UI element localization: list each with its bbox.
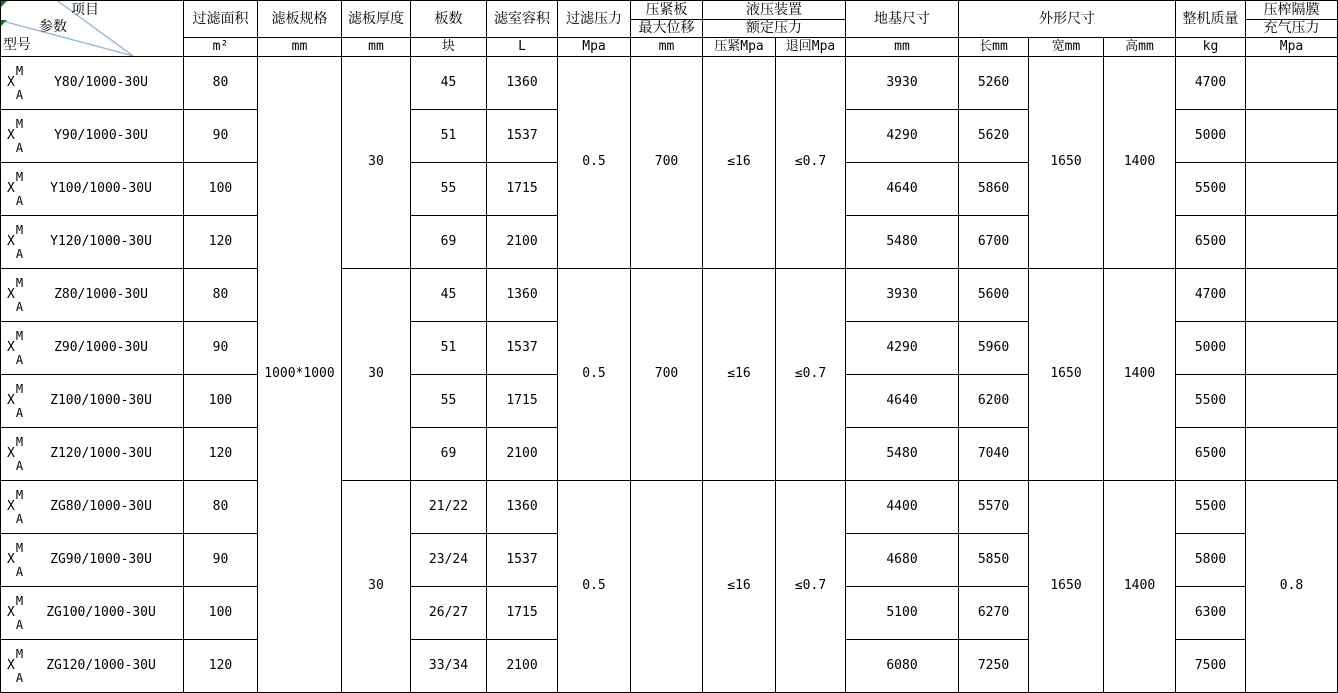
header-plate-thickness: 滤板厚度 bbox=[342, 1, 411, 38]
cell-plate-thickness: 30 bbox=[342, 269, 411, 481]
cell-chamber-volume: 1360 bbox=[487, 57, 558, 110]
cell-plate-count: 51 bbox=[411, 110, 487, 163]
model-prefix: X M A bbox=[7, 276, 24, 314]
cell-plate-count: 26/27 bbox=[411, 587, 487, 640]
table-row bbox=[1, 481, 1338, 534]
model-prefix: X M A bbox=[7, 541, 24, 579]
cell-chamber-volume: 1715 bbox=[487, 163, 558, 216]
cell-plate-count: 21/22 bbox=[411, 481, 487, 534]
cell-filter-area: 100 bbox=[184, 163, 258, 216]
cell-plate-count: 55 bbox=[411, 163, 487, 216]
corner-label-item: 项目 bbox=[71, 2, 99, 18]
unit-plate-count: 块 bbox=[411, 38, 487, 57]
cell-filter-area: 120 bbox=[184, 428, 258, 481]
cell-return-pressure: ≤0.7 bbox=[776, 481, 846, 693]
cell-weight: 6500 bbox=[1176, 428, 1246, 481]
cell-return-pressure: ≤0.7 bbox=[776, 269, 846, 481]
cell-filter-area: 120 bbox=[184, 216, 258, 269]
cell-weight: 5500 bbox=[1176, 375, 1246, 428]
cell-weight: 5000 bbox=[1176, 322, 1246, 375]
cell-plate-count: 45 bbox=[411, 57, 487, 110]
unit-dimensions-length: 长mm bbox=[959, 38, 1029, 57]
cell-foundation: 4640 bbox=[846, 375, 959, 428]
model-number: Z90/1000-30U bbox=[54, 339, 148, 355]
cell-squeeze-pressure bbox=[1246, 57, 1338, 110]
cell-model bbox=[1, 163, 184, 216]
cell-height: 1400 bbox=[1104, 481, 1176, 693]
header-chamber-volume: 滤室容积 bbox=[487, 1, 558, 38]
unit-chamber-volume: L bbox=[487, 38, 558, 57]
cell-width: 1650 bbox=[1029, 269, 1104, 481]
model-number: Z120/1000-30U bbox=[50, 445, 152, 461]
model-number: ZG80/1000-30U bbox=[50, 498, 152, 514]
header-machine-weight: 整机质量 bbox=[1176, 1, 1246, 38]
model-number: ZG100/1000-30U bbox=[46, 604, 156, 620]
model-number: Y100/1000-30U bbox=[50, 180, 152, 196]
header-filter-pressure: 过滤压力 bbox=[558, 1, 631, 38]
cell-filter-area: 90 bbox=[184, 322, 258, 375]
cell-max-displacement: 700 bbox=[631, 269, 703, 481]
cell-foundation: 3930 bbox=[846, 57, 959, 110]
unit-hydraulic-clamp: 压紧Mpa bbox=[703, 38, 776, 57]
cell-foundation: 4640 bbox=[846, 163, 959, 216]
cell-filter-pressure: 0.5 bbox=[558, 269, 631, 481]
cell-clamp-pressure: ≤16 bbox=[703, 481, 776, 693]
cell-model bbox=[1, 481, 184, 534]
unit-dimensions-height: 高mm bbox=[1104, 38, 1176, 57]
model-prefix: X M A bbox=[7, 223, 24, 261]
cell-filter-area: 100 bbox=[184, 375, 258, 428]
cell-length: 5620 bbox=[959, 110, 1029, 163]
cell-filter-area: 100 bbox=[184, 587, 258, 640]
cell-return-pressure: ≤0.7 bbox=[776, 57, 846, 269]
unit-dimensions-width: 宽mm bbox=[1029, 38, 1104, 57]
model-prefix: X M A bbox=[7, 488, 24, 526]
header-plate-count: 板数 bbox=[411, 1, 487, 38]
cell-length: 5860 bbox=[959, 163, 1029, 216]
table-row bbox=[1, 57, 1338, 110]
cell-model bbox=[1, 587, 184, 640]
cell-plate-count: 23/24 bbox=[411, 534, 487, 587]
cell-chamber-volume: 2100 bbox=[487, 216, 558, 269]
header-filter-area: 过滤面积 bbox=[184, 1, 258, 38]
cell-plate-size: 1000*1000 bbox=[258, 57, 342, 693]
cell-squeeze-pressure bbox=[1246, 216, 1338, 269]
cell-squeeze-pressure bbox=[1246, 163, 1338, 216]
cell-squeeze-pressure bbox=[1246, 269, 1338, 322]
cell-length: 7250 bbox=[959, 640, 1029, 693]
unit-hydraulic-return: 退回Mpa bbox=[776, 38, 846, 57]
unit-press-plate: mm bbox=[631, 38, 703, 57]
cell-length: 7040 bbox=[959, 428, 1029, 481]
cell-length: 5570 bbox=[959, 481, 1029, 534]
cell-squeeze-pressure bbox=[1246, 110, 1338, 163]
cell-width: 1650 bbox=[1029, 57, 1104, 269]
corner-label-model: 型号 bbox=[3, 37, 31, 53]
corner-label-parameter: 参数 bbox=[39, 19, 67, 35]
model-number: ZG120/1000-30U bbox=[46, 657, 156, 673]
cell-foundation: 5480 bbox=[846, 216, 959, 269]
cell-model bbox=[1, 640, 184, 693]
cell-filter-pressure: 0.5 bbox=[558, 57, 631, 269]
model-prefix: X M A bbox=[7, 594, 24, 632]
cell-plate-count: 69 bbox=[411, 216, 487, 269]
header-squeeze-line1: 压榨隔膜 bbox=[1246, 1, 1338, 20]
cell-foundation: 4290 bbox=[846, 110, 959, 163]
cell-foundation: 6080 bbox=[846, 640, 959, 693]
cell-filter-area: 80 bbox=[184, 57, 258, 110]
cell-plate-thickness: 30 bbox=[342, 481, 411, 693]
cell-length: 6700 bbox=[959, 216, 1029, 269]
unit-filter-pressure: Mpa bbox=[558, 38, 631, 57]
header-press-plate-line1: 压紧板 bbox=[631, 1, 703, 20]
cell-model bbox=[1, 57, 184, 110]
cell-chamber-volume: 1360 bbox=[487, 481, 558, 534]
cell-chamber-volume: 2100 bbox=[487, 428, 558, 481]
cell-chamber-volume: 1360 bbox=[487, 269, 558, 322]
cell-length: 5260 bbox=[959, 57, 1029, 110]
cell-model bbox=[1, 269, 184, 322]
cell-filter-area: 90 bbox=[184, 534, 258, 587]
cell-foundation: 4680 bbox=[846, 534, 959, 587]
model-number: Z100/1000-30U bbox=[50, 392, 152, 408]
cell-model bbox=[1, 428, 184, 481]
cell-plate-count: 55 bbox=[411, 375, 487, 428]
cell-length: 6270 bbox=[959, 587, 1029, 640]
header-foundation: 地基尺寸 bbox=[846, 1, 959, 38]
header-dimensions: 外形尺寸 bbox=[959, 1, 1176, 38]
cell-plate-count: 51 bbox=[411, 322, 487, 375]
cell-plate-thickness: 30 bbox=[342, 57, 411, 269]
unit-machine-weight: kg bbox=[1176, 38, 1246, 57]
cell-max-displacement: 700 bbox=[631, 57, 703, 269]
cell-foundation: 5100 bbox=[846, 587, 959, 640]
cell-squeeze-pressure bbox=[1246, 322, 1338, 375]
cell-foundation: 4290 bbox=[846, 322, 959, 375]
cell-filter-area: 120 bbox=[184, 640, 258, 693]
model-prefix: X M A bbox=[7, 64, 24, 102]
cell-chamber-volume: 1537 bbox=[487, 534, 558, 587]
cell-foundation: 5480 bbox=[846, 428, 959, 481]
cell-clamp-pressure: ≤16 bbox=[703, 57, 776, 269]
cell-length: 5960 bbox=[959, 322, 1029, 375]
unit-plate-size: mm bbox=[258, 38, 342, 57]
cell-chamber-volume: 2100 bbox=[487, 640, 558, 693]
cell-weight: 6500 bbox=[1176, 216, 1246, 269]
cell-squeeze-pressure bbox=[1246, 375, 1338, 428]
cell-foundation: 3930 bbox=[846, 269, 959, 322]
model-number: Z80/1000-30U bbox=[54, 286, 148, 302]
header-plate-size: 滤板规格 bbox=[258, 1, 342, 38]
cell-model bbox=[1, 322, 184, 375]
table-row bbox=[1, 269, 1338, 322]
cell-filter-area: 80 bbox=[184, 269, 258, 322]
header-hydraulic-line2: 额定压力 bbox=[703, 20, 846, 38]
cell-height: 1400 bbox=[1104, 269, 1176, 481]
unit-plate-thickness: mm bbox=[342, 38, 411, 57]
header-press-plate-line2: 最大位移 bbox=[631, 20, 703, 38]
cell-length: 5600 bbox=[959, 269, 1029, 322]
corner-header-cell bbox=[1, 1, 184, 57]
cell-weight: 6300 bbox=[1176, 587, 1246, 640]
cell-squeeze-pressure: 0.8 bbox=[1246, 481, 1338, 693]
cell-weight: 7500 bbox=[1176, 640, 1246, 693]
cell-foundation: 4400 bbox=[846, 481, 959, 534]
cell-length: 6200 bbox=[959, 375, 1029, 428]
model-number: ZG90/1000-30U bbox=[50, 551, 152, 567]
cell-weight: 5000 bbox=[1176, 110, 1246, 163]
model-number: Y90/1000-30U bbox=[54, 127, 148, 143]
cell-plate-count: 69 bbox=[411, 428, 487, 481]
cell-chamber-volume: 1537 bbox=[487, 110, 558, 163]
header-squeeze-line2: 充气压力 bbox=[1246, 20, 1338, 38]
model-prefix: X M A bbox=[7, 329, 24, 367]
cell-weight: 5500 bbox=[1176, 481, 1246, 534]
unit-filter-area: m² bbox=[184, 38, 258, 57]
cell-weight: 4700 bbox=[1176, 57, 1246, 110]
cell-weight: 5800 bbox=[1176, 534, 1246, 587]
model-prefix: X M A bbox=[7, 170, 24, 208]
model-prefix: X M A bbox=[7, 117, 24, 155]
cell-plate-count: 33/34 bbox=[411, 640, 487, 693]
excel-flag-triangle-icon bbox=[1, 1, 7, 7]
cell-model bbox=[1, 110, 184, 163]
cell-length: 5850 bbox=[959, 534, 1029, 587]
cell-weight: 5500 bbox=[1176, 163, 1246, 216]
cell-max-displacement bbox=[631, 481, 703, 693]
model-prefix: X M A bbox=[7, 382, 24, 420]
cell-clamp-pressure: ≤16 bbox=[703, 269, 776, 481]
unit-foundation: mm bbox=[846, 38, 959, 57]
cell-chamber-volume: 1537 bbox=[487, 322, 558, 375]
cell-height: 1400 bbox=[1104, 57, 1176, 269]
model-number: Y120/1000-30U bbox=[50, 233, 152, 249]
cell-squeeze-pressure bbox=[1246, 428, 1338, 481]
model-prefix: X M A bbox=[7, 647, 24, 685]
unit-squeeze: Mpa bbox=[1246, 38, 1338, 57]
model-number: Y80/1000-30U bbox=[54, 74, 148, 90]
cell-model bbox=[1, 375, 184, 428]
excel-flag-triangle-icon bbox=[1, 20, 7, 26]
cell-filter-pressure: 0.5 bbox=[558, 481, 631, 693]
cell-model bbox=[1, 216, 184, 269]
cell-weight: 4700 bbox=[1176, 269, 1246, 322]
cell-chamber-volume: 1715 bbox=[487, 375, 558, 428]
cell-filter-area: 80 bbox=[184, 481, 258, 534]
header-hydraulic-line1: 液压装置 bbox=[703, 1, 846, 20]
cell-filter-area: 90 bbox=[184, 110, 258, 163]
model-prefix: X M A bbox=[7, 435, 24, 473]
cell-chamber-volume: 1715 bbox=[487, 587, 558, 640]
cell-width: 1650 bbox=[1029, 481, 1104, 693]
cell-model bbox=[1, 534, 184, 587]
cell-plate-count: 45 bbox=[411, 269, 487, 322]
